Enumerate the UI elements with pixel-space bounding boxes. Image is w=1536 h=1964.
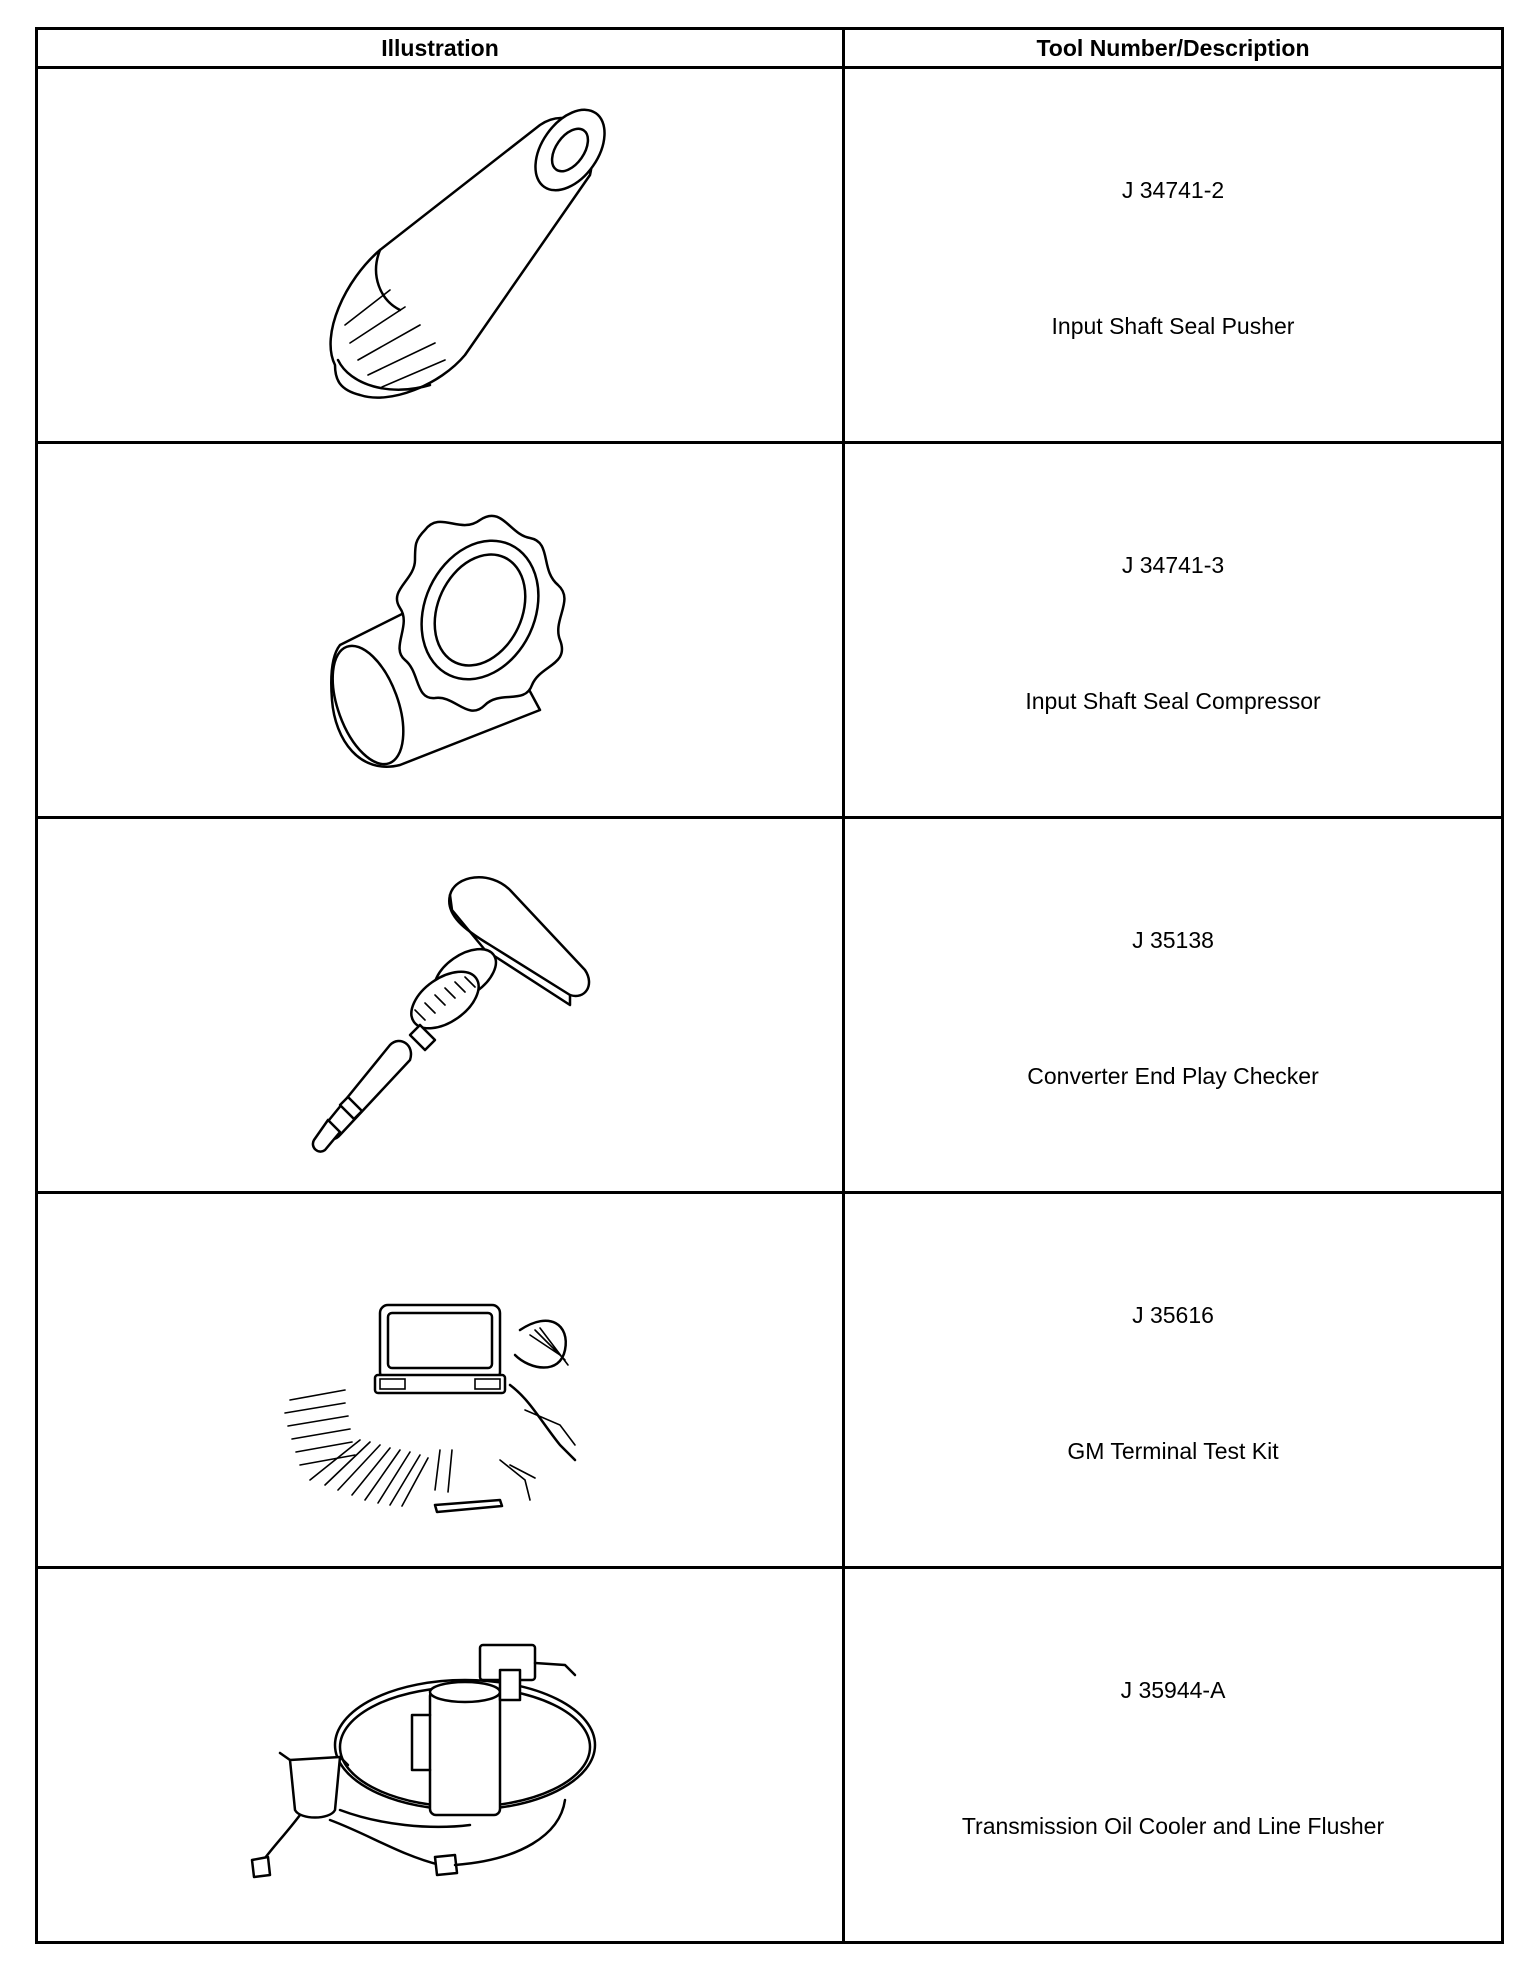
table-row	[37, 1568, 1503, 1943]
table-row	[37, 443, 1503, 818]
header-tool-description: Tool Number/Description	[844, 29, 1503, 68]
illustration-cell	[37, 1568, 844, 1943]
illustration-cell	[37, 443, 844, 818]
tool-number: J 35616	[1132, 1302, 1214, 1328]
description-cell	[844, 1193, 1503, 1568]
table-row	[37, 818, 1503, 1193]
tool-description: Input Shaft Seal Compressor	[1025, 688, 1321, 714]
tool-description: Input Shaft Seal Pusher	[1051, 313, 1295, 339]
illustration-cell	[37, 1193, 844, 1568]
tools-table	[35, 27, 1504, 1944]
tool-number: J 35944-A	[1120, 1677, 1226, 1703]
header-row	[37, 29, 1503, 68]
tool-number: J 35138	[1132, 927, 1214, 953]
description-cell	[844, 443, 1503, 818]
description-cell	[844, 818, 1503, 1193]
description-cell	[844, 1568, 1503, 1943]
tool-description: Converter End Play Checker	[1027, 1063, 1319, 1089]
description-cell	[844, 68, 1503, 443]
seal-pusher-illustration	[240, 85, 640, 425]
table-row	[37, 1193, 1503, 1568]
header-illustration: Illustration	[37, 29, 844, 68]
illustration-cell	[37, 818, 844, 1193]
seal-compressor-illustration	[240, 460, 640, 800]
illustration-cell	[37, 68, 844, 443]
tool-description: Transmission Oil Cooler and Line Flusher	[961, 1813, 1385, 1839]
table-row	[37, 68, 1503, 443]
tool-description: GM Terminal Test Kit	[1067, 1438, 1279, 1464]
oil-cooler-flusher-illustration	[230, 1585, 650, 1925]
terminal-test-kit-illustration	[230, 1210, 650, 1550]
tool-number: J 34741-2	[1121, 177, 1225, 203]
tool-number: J 34741-3	[1121, 552, 1225, 578]
end-play-checker-illustration	[240, 835, 640, 1175]
